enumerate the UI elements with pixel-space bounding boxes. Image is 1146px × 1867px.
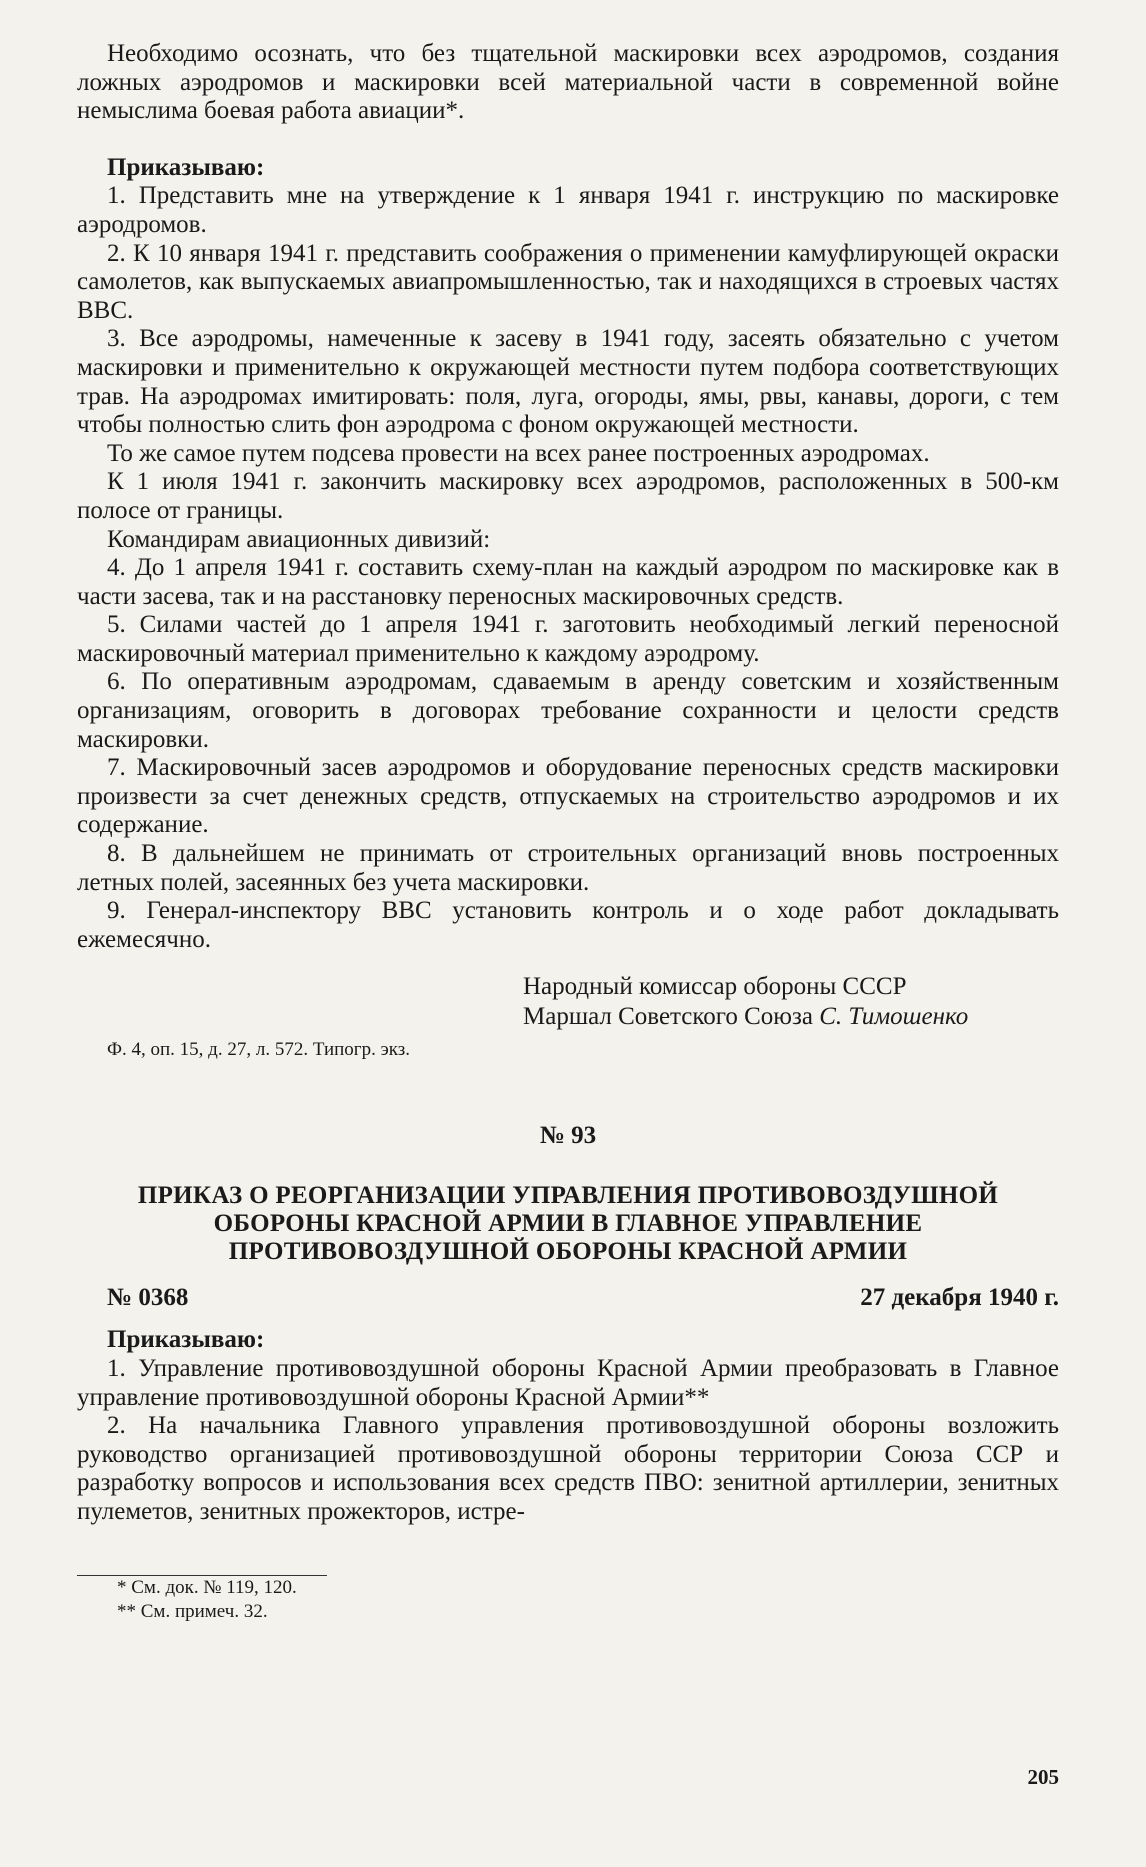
order-item: 3. Все аэродромы, намеченные к засеву в 1941 году, засеять обязательно с учетом маскировки и применительно к окружающей местности путем подбора соответствующих трав. На аэродромах имитировать: поля, луга, огороды, ямы, рвы, канавы, дороги, с тем чтобы полностью слить фон аэродрома с фоном окружающей местности. [77, 325, 1059, 439]
signature-block [523, 972, 1059, 1032]
order-item: 2. На начальника Главного управления противовоздушной обороны возложить руководство организацией противовоздушной обороны территории Союза ССР и разработку вопросов и использования всех средств ПВО: зенитной артиллерии, зенитных пулеметов, зенитных прожекторов, истре- [77, 1412, 1059, 1525]
order-item: 7. Маскировочный засев аэродромов и оборудование переносных средств маскировки произвести за счет денежных средств, отпускаемых на строительство аэродромов и их содержание. [77, 754, 1059, 839]
signature-name: С. Тимошенко [819, 1003, 969, 1031]
order-date: 27 декабря 1940 г. [860, 1284, 1059, 1312]
order-item: 6. По оперативным аэродромам, сдаваемым в аренду советским и хозяйственным организациям, оговорить в договорах требование сохранности и целости средств маскировки. [77, 668, 1059, 753]
order-item: 9. Генерал-инспектору ВВС установить контроль и о ходе работ докладывать ежемесячно. [77, 897, 1059, 953]
order-subheading: Командирам авиационных дивизий: [107, 525, 491, 553]
order-item: 8. В дальнейшем не принимать от строительных организаций вновь построенных летных полей, засеянных без учета маскировки. [77, 840, 1059, 896]
footnote: ** См. примеч. 32. [117, 1600, 268, 1622]
order-label: Приказываю: [107, 153, 265, 181]
signature-title: Народный комиссар обороны СССР [523, 973, 907, 1001]
order-item: 1. Управление противовоздушной обороны Красной Армии преобразовать в Главное управление противовоздушной обороны Красной Армии** [77, 1355, 1059, 1411]
order-item: 2. К 10 января 1941 г. представить соображения о применении камуфлирующей окраски самолетов, как выпускаемых авиапромышленностью, так и находящихся в строевых частях ВВС. [77, 239, 1059, 324]
intro-paragraph: Необходимо осознать, что без тщательной маскировки всех аэродромов, создания ложных аэродромов и маскировки всей материальной части в современной войне немыслима боевая работа авиации*. [77, 40, 1059, 125]
order-item: К 1 июля 1941 г. закончить маскировку всех аэродромов, расположенных в 500-км полосе от границы. [77, 468, 1059, 524]
order-item: 4. До 1 апреля 1941 г. составить схему-план на каждый аэродром по маскировке как в части засева, так и на расстановку переносных маскировочных средств. [77, 554, 1059, 610]
order-item: 1. Представить мне на утверждение к 1 января 1941 г. инструкцию по маскировке аэродромов. [77, 182, 1059, 238]
archive-reference: Ф. 4, оп. 15, д. 27, л. 572. Типогр. экз. [107, 1039, 410, 1061]
signature-rank: Маршал Советского Союза С. Тимошенко [523, 1003, 969, 1031]
order-item: То же самое путем подсева провести на всех ранее построенных аэродромах. [107, 439, 930, 467]
order-item: 5. Силами частей до 1 апреля 1941 г. заготовить необходимый легкий переносной маскировочный материал применительно к каждому аэродрому. [77, 611, 1059, 667]
order-label: Приказываю: [107, 1326, 265, 1354]
document-page [77, 40, 1059, 1624]
document-title: ПРИКАЗ О РЕОРГАНИЗАЦИИ УПРАВЛЕНИЯ ПРОТИВОВОЗДУШНОЙ ОБОРОНЫ КРАСНОЙ АРМИИ В ГЛАВНОЕ УПРАВЛЕНИЕ ПРОТИВОВОЗДУШНОЙ ОБОРОНЫ КРАСНОЙ АРМИИ [137, 1182, 999, 1266]
order-number-date [77, 1284, 1059, 1312]
document-number: № 93 [539, 1122, 597, 1150]
order-number: № 0368 [107, 1284, 189, 1312]
footnote: * См. док. № 119, 120. [117, 1576, 297, 1598]
page-number: 205 [1027, 1765, 1059, 1789]
